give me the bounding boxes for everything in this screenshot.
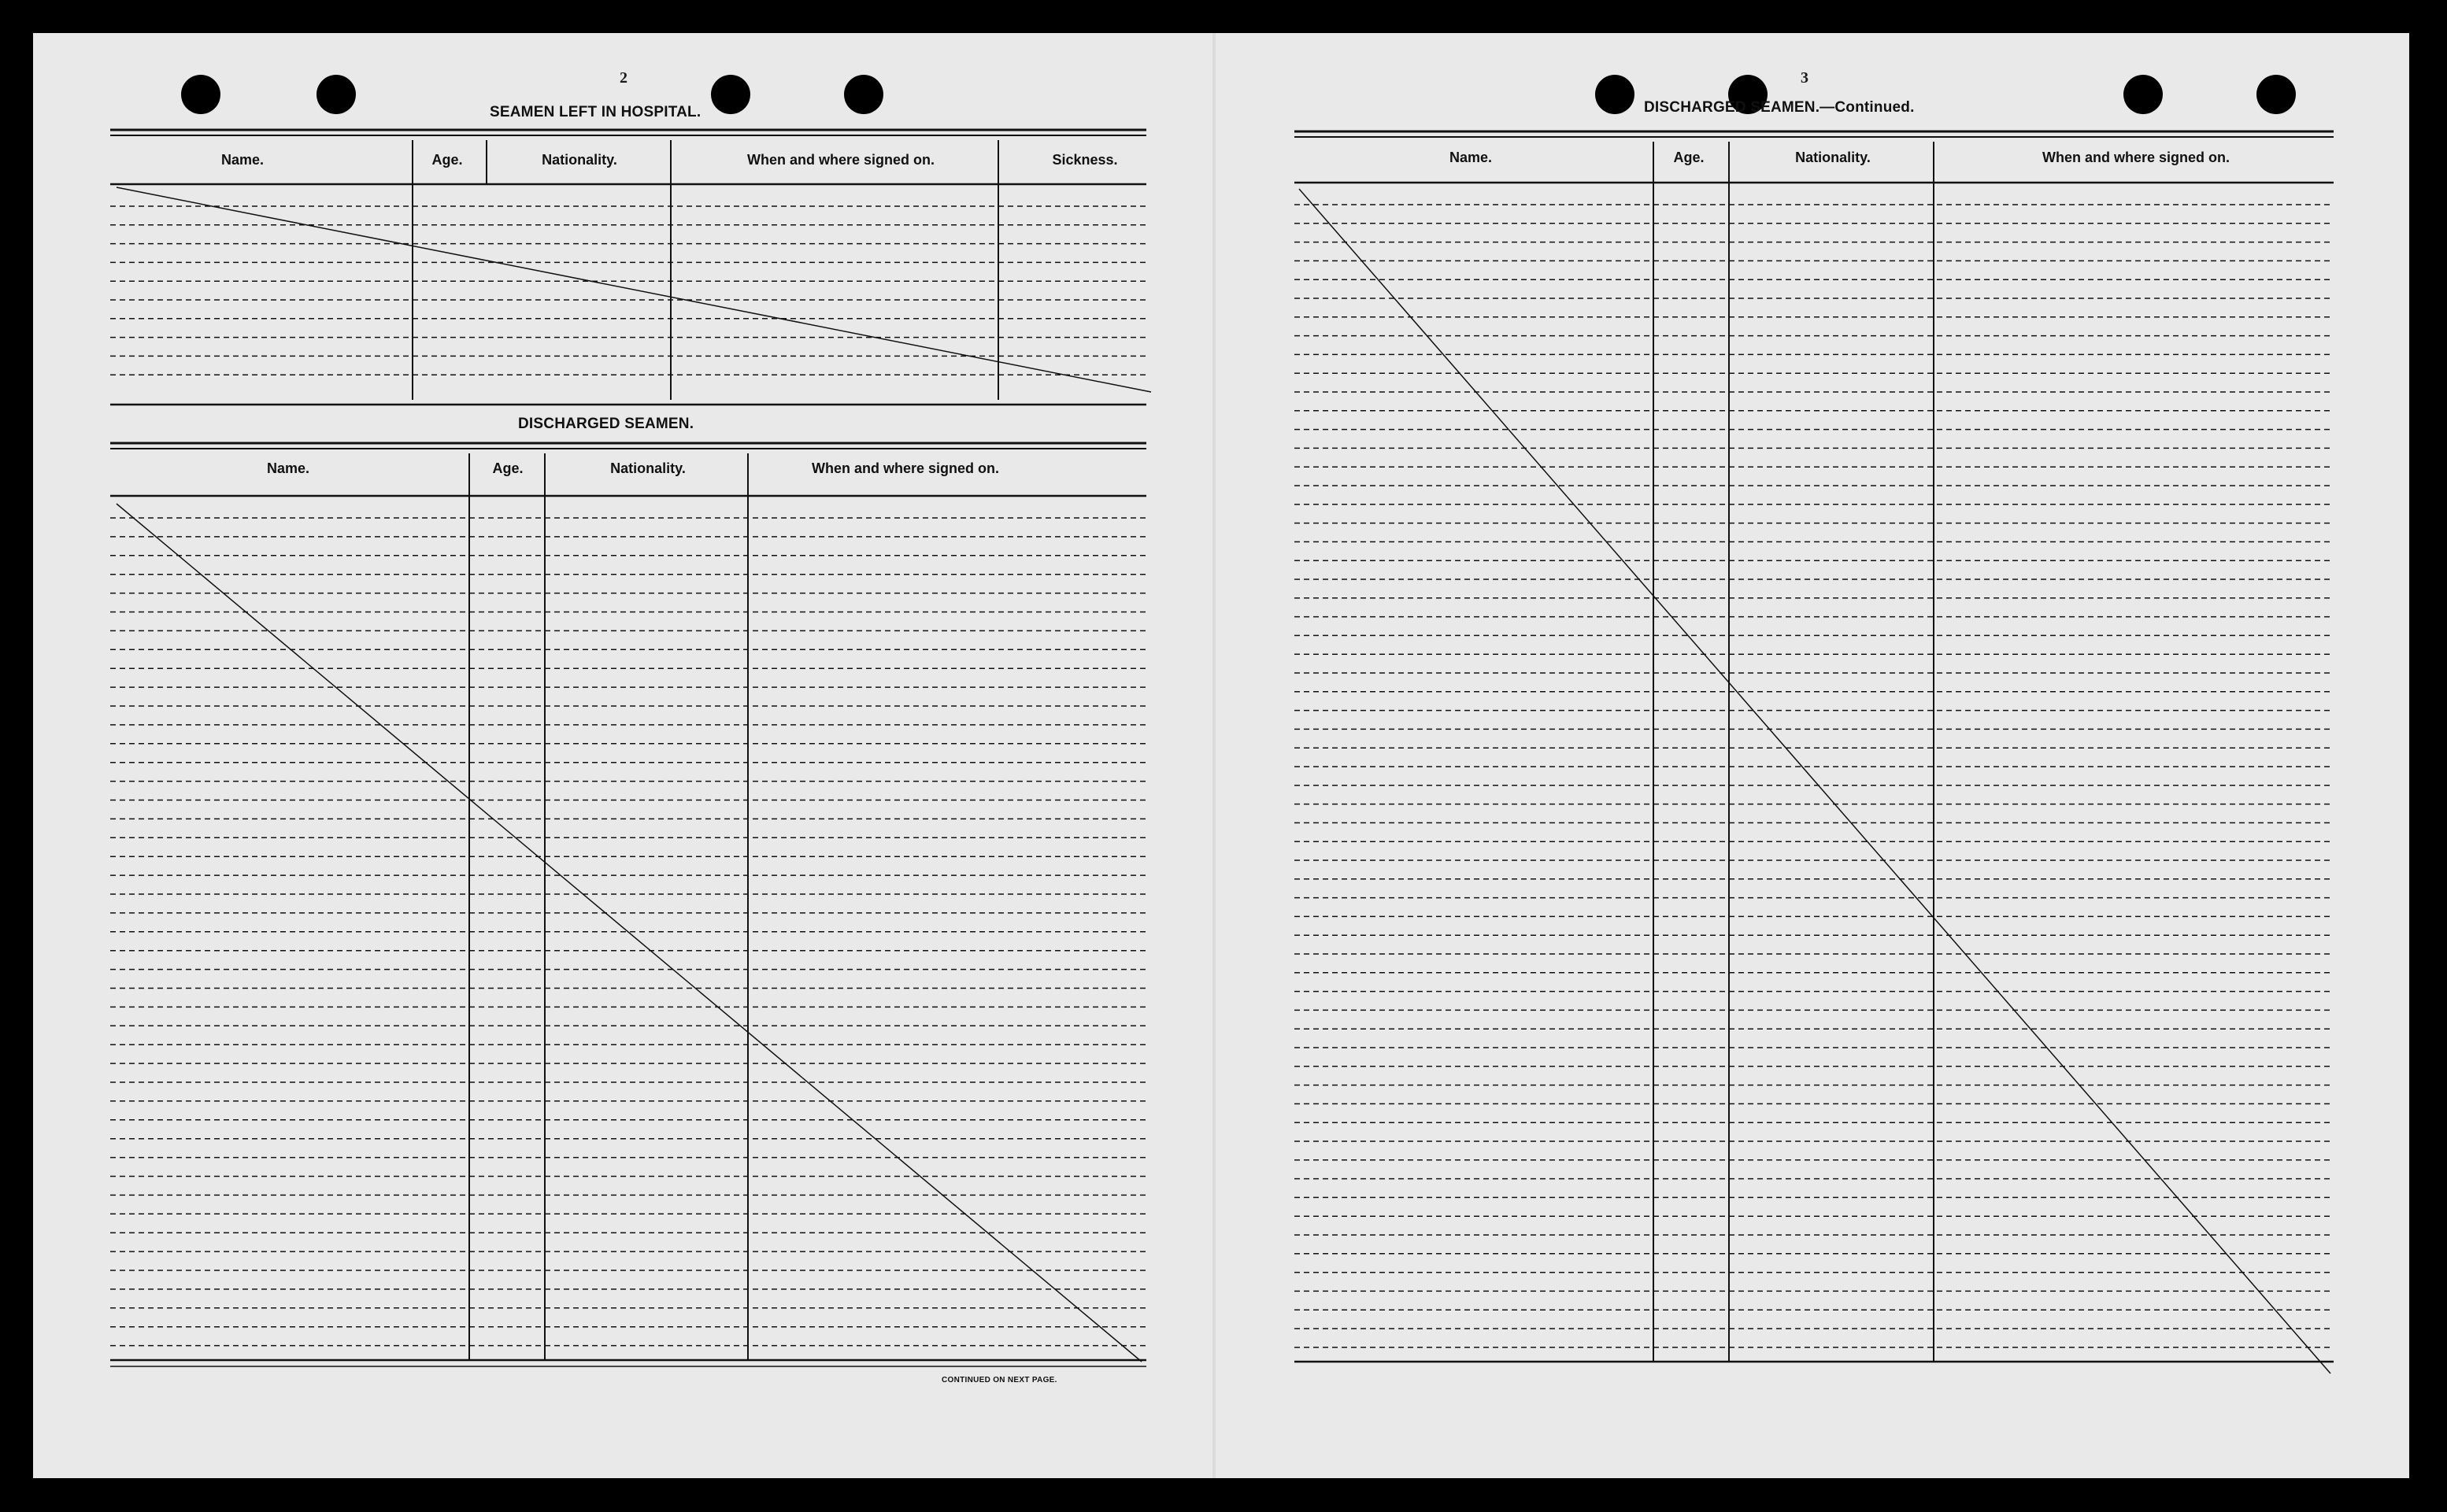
hospital-col-name: Name.: [220, 152, 265, 168]
hospital-col-age: Age.: [431, 152, 463, 168]
discharged-col-name: Name.: [266, 460, 310, 476]
hospital-col-signed-on: When and where signed on.: [746, 152, 935, 168]
discharged-col-signed-on: When and where signed on.: [811, 460, 1000, 476]
page-fold: [1212, 33, 1216, 1478]
rule-cancel-diagonal: [117, 504, 1142, 1362]
right-col-signed-on: When and where signed on.: [2042, 150, 2230, 165]
hospital-col-nationality: Nationality.: [542, 152, 617, 168]
left-page-number: 2: [620, 69, 627, 87]
rule-cancel-diagonal: [117, 187, 1151, 392]
hospital-col-sickness: Sickness.: [1052, 152, 1118, 168]
discharged-col-age: Age.: [492, 460, 524, 476]
rule-cancel-diagonal: [1299, 189, 2330, 1373]
hospital-section-title: SEAMEN LEFT IN HOSPITAL.: [490, 104, 702, 120]
right-col-nationality: Nationality.: [1795, 150, 1871, 165]
right-page-number: 3: [1801, 69, 1808, 87]
right-col-name: Name.: [1449, 150, 1493, 165]
discharged-section-title: DISCHARGED SEAMEN.: [518, 416, 694, 432]
discharged-col-nationality: Nationality.: [610, 460, 686, 476]
continued-footer: CONTINUED ON NEXT PAGE.: [942, 1376, 1057, 1384]
right-col-age: Age.: [1673, 150, 1705, 165]
continued-section-title: DISCHARGED SEAMEN.—Continued.: [1644, 99, 1915, 116]
